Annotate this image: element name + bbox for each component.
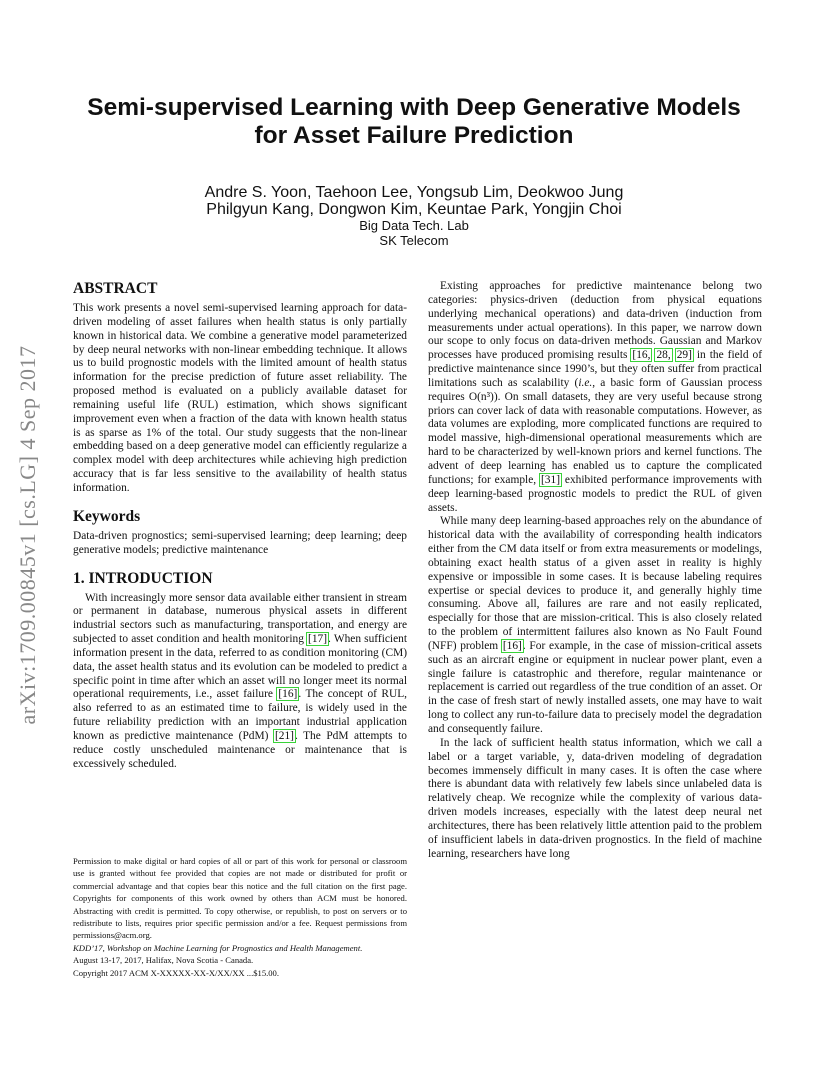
citation-link[interactable]: 29]	[676, 349, 692, 362]
authors-line-1: Andre S. Yoon, Taehoon Lee, Yongsub Lim, Deokwoo Jung	[204, 184, 624, 201]
right-text-3: , a basic form of Gaussian process requires O(n³)). On small datasets, they are very useful because strong priors can cover lack of data with reasonable computations. However, as data volumes are exploding, more complicated functions are required to model massive, high-dimensional operational measurements which are hard to be characterized by well-known priors and kernel functions. The advent of deep learning has enabled us to capture the complicated functions; for example,	[428, 376, 762, 486]
right-paragraph-2	[428, 515, 762, 737]
citation-link[interactable]: [31]	[541, 473, 560, 486]
affiliation-lab: Big Data Tech. Lab	[359, 218, 469, 233]
right-text-1: Existing approaches for predictive maintenance belong two categories: physics-driven (deduction from physical equations underlying mechanical operations) and data-driven (induction from measurements under actual operations). In this paper, we narrow down our scope to only focus on data-driven methods. Gaussian and Markov processes have produced promising results	[428, 280, 762, 362]
intro-heading: 1. INTRODUCTION	[73, 569, 213, 587]
dates-line: August 13-17, 2017, Halifax, Nova Scotia - Canada.	[73, 955, 254, 966]
affiliation-company: SK Telecom	[379, 233, 449, 248]
right-paragraph-1	[428, 280, 762, 515]
citation-link[interactable]: [21]	[274, 729, 294, 742]
intro-text-4: . The PdM attempts to reduce costly unscheduled maintenance or maintenance that is excessively scheduled.	[73, 729, 407, 770]
intro-text-2: . When sufficient information present in the data, referred to as condition monitoring (CM) data, the asset health status and its evolution can be modeled to predict a specific point in time after which an asset will no longer meet its normal operational requirements, i.e., asset failure	[73, 633, 407, 701]
citation-link[interactable]: [17]	[308, 633, 328, 646]
citation-link[interactable]: 28,	[656, 349, 671, 362]
right-column	[428, 280, 762, 861]
arxiv-stamp	[8, 300, 48, 770]
arxiv-id: arXiv:1709.00845v1 [cs.LG] 4 Sep 2017	[15, 345, 40, 725]
abstract-heading: ABSTRACT	[73, 280, 158, 297]
right-text-ie: i.e.	[578, 376, 593, 389]
title-line-1: Semi-supervised Learning with Deep Generative Models	[87, 94, 741, 121]
paper-title	[60, 94, 768, 150]
intro-paragraph	[73, 592, 407, 772]
title-line-2: for Asset Failure Prediction	[254, 122, 574, 149]
author-list	[60, 184, 768, 218]
citation-link[interactable]: [16]	[278, 688, 298, 701]
footnote	[73, 855, 407, 979]
venue-line: KDD’17, Workshop on Machine Learning for Prognostics and Health Management.	[73, 942, 363, 953]
authors-line-2: Philgyun Kang, Dongwon Kim, Keuntae Park, Yongjin Choi	[206, 201, 622, 218]
copyright-line: Copyright 2017 ACM X-XXXXX-XX-X/XX/XX ...$15.00.	[73, 967, 280, 978]
citation-link[interactable]: [16,	[632, 349, 651, 362]
right-text-6: . For example, in the case of mission-critical assets such as an aircraft engine or equipment in nuclear power plant, even a single failure is catastrophic and therefore, regular maintenance or replacement is carried out regardless of the true condition of an asset. Or in the case of fresh start of newly installed assets, one may have to wait long to collect any run-to-failure data to precisely model the degradation and consequently failure.	[428, 639, 762, 735]
left-column	[73, 280, 407, 771]
right-text-5: While many deep learning-based approaches rely on the abundance of historical data with the availability of corresponding health indicators either from the CM data itself or from extra measurements or modelings, obtaining exact health status of a given asset in reality is highly expensive or impossible in some cases. It is because labeling requires expertise or special devices to produce it, and generally highly time consuming. Above all, failures are rare and not easily replicated, especially for those that are mission-critical. This is also closely related to the problem of intermittent failures also known as No Fault Found (NFF) problem	[428, 515, 762, 652]
right-text-2: in the field of predictive maintenance since 1990’s, but they often suffer from practical limitations such as scalability (	[428, 349, 762, 389]
keywords-heading: Keywords	[73, 507, 141, 525]
keywords-text: Data-driven prognostics; semi-supervised learning; deep learning; deep generative models; predictive maintenance	[73, 529, 407, 556]
abstract-text: This work presents a novel semi-supervised learning approach for data-driven modeling of asset failures when health status is only partially known in historical data. We combine a generative model parameterized by deep neural networks with non-linear embedding technique. It allows us to build prognostic models with the limited amount of health status information for the precise prediction of future asset reliability. The proposed method is evaluated on a publicly available dataset for remaining useful life (RUL) estimation, which shows significant improvement even when a fraction of the data with known health status is as sparse as 1% of the total. Our study suggests that the non-linear embedding based on a deep generative model can efficiently regularize a complex model with deep architectures while achieving high prediction accuracy that is far less sensitive to the availability of health status information.	[73, 302, 407, 494]
intro-text-1: With increasingly more sensor data available either transient in stream or permanent in database, numerous physical assets in different industrial sectors such as manufacturing, transportation, and energy are subjected to asset condition and health monitoring	[73, 591, 407, 646]
intro-text-3: . The concept of RUL, also referred to as an estimated time to failure, is widely used in the future reliability prediction with an important industrial application known as predictive maintenance (PdM)	[73, 688, 407, 742]
right-paragraph-3: In the lack of sufficient health status information, which we call a label or a target variable, y, data-driven modeling of degradation becomes immensely difficult in many cases. It is often the case where there is abundant data with relatively few labels since unlabeled data is relatively cheap. We recognize while the complexity of various data-driven models increases, especially with the latest deep neural net architectures, there has been relatively little attention paid to the problem of insufficient labels in data-driven prognostics. In the field of machine learning, researchers have long	[428, 736, 762, 860]
affiliation	[60, 218, 768, 248]
permission-notice: Permission to make digital or hard copies of all or part of this work for personal or classroom use is granted without fee provided that copies are not made or distributed for profit or commercial advantage and that copies bear this notice and the full citation on the first page. Copyrights for components of this work owned by others than ACM must be honored. Abstracting with credit is permitted. To copy otherwise, or republish, to post on servers or to redistribute to lists, requires prior specific permission and/or a fee. Request permissions from permissions@acm.org.	[73, 856, 407, 941]
right-text-4: exhibited performance improvements with deep learning-based prognostic models to predict the RUL of given assets.	[428, 473, 763, 514]
citation-link[interactable]: [16]	[502, 639, 522, 652]
